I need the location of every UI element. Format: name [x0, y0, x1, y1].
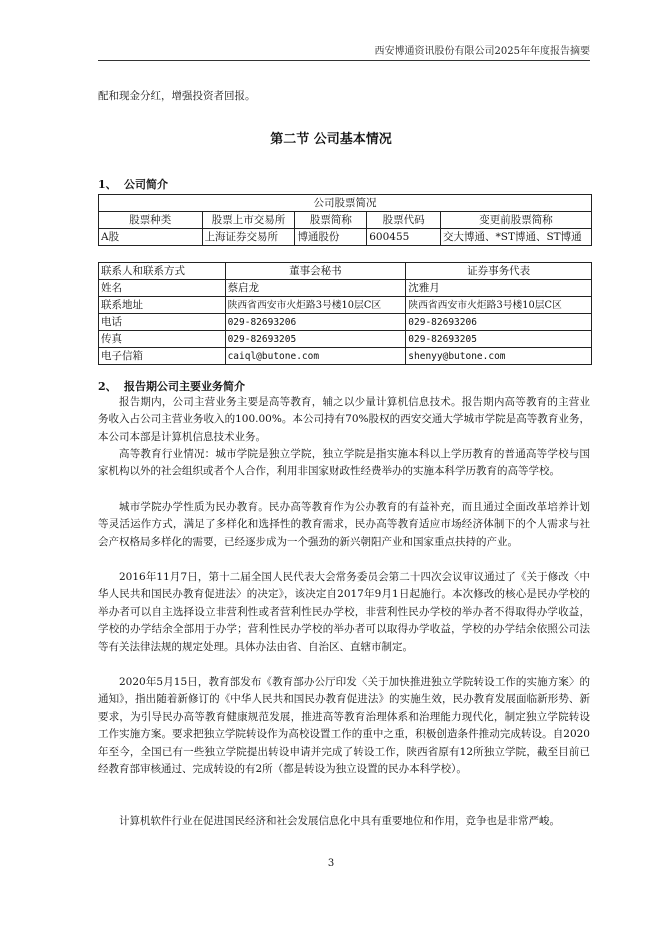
table-cell: 上海证券交易所 [202, 229, 295, 246]
table-cell: 029-82693205 [225, 331, 406, 348]
email-link[interactable]: caiql@butone.com [225, 348, 406, 365]
table-row [99, 212, 592, 229]
paragraph: 城市学院办学性质为民办教育。民办高等教育作为公办教育的有益补充，而且通过全面改革培养计划等灵活运作方式，满足了多样化和选择性的教育需求，民办高等教育适应市场经济体制下的个人需求与社会产权格局多样化的需要，已经逐步成为一个强劲的新兴朝阳产业和国家重点扶持的产业。 [98, 501, 590, 548]
page-number: 3 [327, 858, 335, 869]
table-row [99, 263, 592, 280]
section-1-heading [98, 176, 168, 192]
table-cell: 陕西省西安市火炬路3号楼10层C区 [225, 297, 406, 314]
table-cell: 传真 [99, 331, 226, 348]
table-header-cell: 证券事务代表 [406, 263, 592, 280]
table-row [99, 314, 592, 331]
table-row [99, 280, 592, 297]
table-cell: 姓名 [99, 280, 226, 297]
table-cell: 沈雅月 [406, 280, 592, 297]
email-link[interactable]: shenyy@butone.com [406, 348, 592, 365]
table-cell: 600455 [367, 229, 441, 246]
table-cell: A股 [99, 229, 203, 246]
table-cell: 电子信箱 [99, 348, 226, 365]
section-2-number: 2、 [98, 380, 117, 393]
stock-table-caption: 公司股票简况 [99, 195, 592, 212]
section-1-number: 1、 [98, 178, 117, 191]
table-row [99, 195, 592, 212]
table-row [99, 297, 592, 314]
table-cell: 电话 [99, 314, 226, 331]
paragraph: 报告期内，公司主营业务主要是高等教育，辅之以少量计算机信息技术。报告期内高等教育的主营业务收入占公司主营业务收入的100.00%。本公司持有70%股权的西安交通大学城市学院是高等教育业务，本公司本部是计算机信息技术业务。 [98, 396, 590, 443]
contact-table [98, 262, 592, 365]
table-header-cell: 股票上市交易所 [202, 212, 295, 229]
section-2-heading [98, 378, 245, 394]
table-cell: 交大博通、*ST博通、ST博通 [441, 229, 592, 246]
table-header-cell: 联系人和联系方式 [99, 263, 226, 280]
paragraph: 高等教育行业情况：城市学院是独立学院，独立学院是指实施本科以上学历教育的普通高等学校与国家机构以外的社会组织或者个人合作，利用非国家财政性经费举办的实施本科学历教育的高等学校。 [98, 448, 590, 478]
table-row [99, 229, 592, 246]
table-header-cell: 股票代码 [367, 212, 441, 229]
table-header-cell: 变更前股票简称 [441, 212, 592, 229]
paragraph: 2020年5月15日，教育部发布《教育部办公厅印发〈关于加快推进独立学院转设工作的实施方案〉的通知》，指出随着新修订的《中华人民共和国民办教育促进法》的实施生效，民办教育发展面临新形势、新要求，为引导民办高等教育健康规范发展，推进高等教育治理体系和治理能力现代化，制定独立学院转设工作实施方案。要求把独立学院转设作为高校设置工作的重中之重，积极创造条件推动完成转设。自2020年至今，全国已有一些独立学院提出转设申请并完成了转设工作，陕西省原有12所独立学院，截至目前已经教育部审核通过、完成转设的有2所（都是转设为独立设置的民办本科学校）。 [98, 676, 590, 776]
stock-table [98, 194, 592, 246]
section-1-title: 公司简介 [124, 178, 168, 191]
table-cell: 蔡启龙 [225, 280, 406, 297]
table-cell: 陕西省西安市火炬路3号楼10层C区 [406, 297, 592, 314]
table-cell: 联系地址 [99, 297, 226, 314]
table-header-cell: 股票种类 [99, 212, 203, 229]
table-header-cell: 股票简称 [295, 212, 367, 229]
table-cell: 029-82693206 [225, 314, 406, 331]
table-cell: 029-82693205 [406, 331, 592, 348]
header-divider [98, 60, 590, 61]
intro-line: 配和现金分红，增强投资者回报。 [98, 90, 256, 102]
section-title: 第二节 公司基本情况 [270, 132, 392, 147]
table-header-cell: 董事会秘书 [225, 263, 406, 280]
paragraph: 计算机软件行业在促进国民经济和社会发展信息化中具有重要地位和作用，竞争也是非常严峻。 [119, 815, 560, 827]
section-2-title: 报告期公司主要业务简介 [124, 380, 245, 393]
table-row [99, 348, 592, 365]
page-header-title: 西安博通资讯股份有限公司2025年年度报告摘要 [374, 46, 590, 57]
table-cell: 029-82693206 [406, 314, 592, 331]
table-row [99, 331, 592, 348]
paragraph: 2016年11月7日，第十二届全国人民代表大会常务委员会第二十四次会议审议通过了《关于修改〈中华人民共和国民办教育促进法〉的决定》，该决定自2017年9月1日起施行。本次修改的核心是民办学校的举办者可以自主选择设立非营利性或者营利性民办学校，非营利性民办学校的举办者不得取得办学收益，学校的办学结余全部用于办学；营利性民办学校的举办者可以取得办学收益，学校的办学结余依照公司法等有关法律法规的规定处理。具体办法由省、自治区、直辖市制定。 [98, 571, 590, 653]
table-cell: 博通股份 [295, 229, 367, 246]
